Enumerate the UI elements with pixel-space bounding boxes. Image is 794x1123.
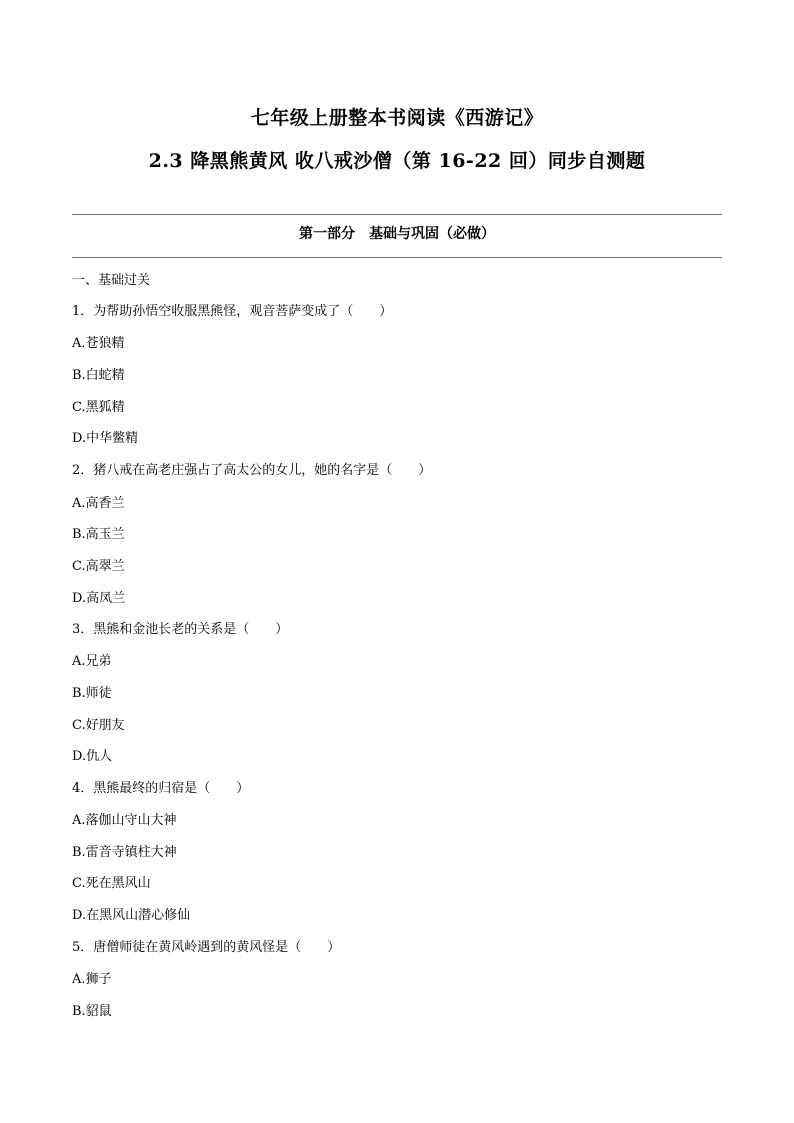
question-5-stem: 5．唐僧师徒在黄风岭遇到的黄风怪是（ ）	[72, 940, 341, 955]
question-4-stem: 4．黑熊最终的归宿是（ ）	[72, 781, 250, 796]
question-1-option-d: D.中华鳖精	[72, 431, 139, 446]
document-subtitle: 2.3 降黑熊黄风 收八戒沙僧（第 16-22 回）同步自测题	[148, 150, 646, 172]
section-bottom-rule	[72, 257, 722, 258]
question-5-option-b: B.貂鼠	[72, 1004, 112, 1019]
question-3-option-a: A.兄弟	[72, 654, 112, 669]
question-4-option-c: C.死在黑风山	[72, 876, 151, 891]
question-2-option-a: A.高香兰	[72, 496, 125, 511]
section-name-label: 基础与巩固（必做）	[369, 226, 495, 242]
section-top-rule	[72, 214, 722, 215]
question-3-option-d: D.仇人	[72, 749, 113, 764]
question-4-option-b: B.雷音寺镇柱大神	[72, 845, 177, 860]
question-3-option-b: B.师徒	[72, 686, 112, 701]
question-2-option-c: C.高翠兰	[72, 559, 125, 574]
section-part-label: 第一部分	[299, 226, 355, 242]
question-4-option-d: D.在黑风山潜心修仙	[72, 908, 191, 923]
question-2-stem: 2．猪八戒在高老庄强占了高太公的女儿，她的名字是（ ）	[72, 463, 432, 478]
document-title: 七年级上册整本书阅读《西游记》	[250, 107, 544, 129]
question-3-option-c: C.好朋友	[72, 718, 125, 733]
question-1-option-c: C.黑狐精	[72, 400, 125, 415]
question-1-option-a: A.苍狼精	[72, 336, 125, 351]
question-1-option-b: B.白蛇精	[72, 368, 125, 383]
question-2-option-d: D.高凤兰	[72, 591, 126, 606]
question-4-option-a: A.落伽山守山大神	[72, 813, 177, 828]
subsection-heading: 一、基础过关	[72, 273, 151, 288]
question-1-stem: 1．为帮助孙悟空收服黑熊怪，观音菩萨变成了（ ）	[72, 304, 393, 319]
question-2-option-b: B.高玉兰	[72, 527, 125, 542]
question-3-stem: 3．黑熊和金池长老的关系是（ ）	[72, 622, 289, 637]
section-heading	[72, 223, 722, 243]
question-5-option-a: A.狮子	[72, 972, 112, 987]
